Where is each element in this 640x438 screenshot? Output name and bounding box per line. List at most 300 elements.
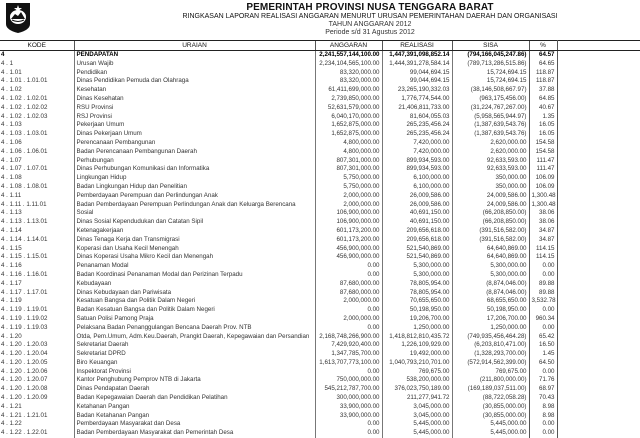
table-row	[0, 51, 640, 60]
table-body	[0, 51, 640, 438]
cell-pct: 71.76	[529, 376, 557, 385]
budget-realization-table	[0, 40, 640, 438]
cell-kode: 4 . 1.01 . 1.01.01	[0, 77, 74, 86]
cell-realisasi: 1,040,793,210,701.00	[382, 359, 452, 368]
table-row	[0, 113, 640, 122]
cell-realisasi: 40,691,150.00	[382, 218, 452, 227]
cell-sisa: (391,516,582.00)	[452, 227, 529, 236]
cell-realisasi: 70,655,650.00	[382, 297, 452, 306]
cell-anggaran: 2,000,000.00	[315, 297, 382, 306]
row-filler	[557, 271, 640, 280]
cell-sisa: 50,198,950.00	[452, 306, 529, 315]
cell-realisasi: 26,009,586.00	[382, 192, 452, 201]
table-row	[0, 139, 640, 148]
row-filler	[557, 192, 640, 201]
cell-realisasi: 19,492,000.00	[382, 350, 452, 359]
cell-sisa: 24,009,586.00	[452, 201, 529, 210]
cell-kode: 4 . 1.15	[0, 245, 74, 254]
report-title: PEMERINTAH PROVINSI NUSA TENGGARA BARAT	[50, 2, 640, 13]
cell-anggaran: 0.00	[315, 368, 382, 377]
cell-kode: 4 . 1.19	[0, 297, 74, 306]
cell-uraian: RSJ Provinsi	[74, 113, 315, 122]
cell-pct: 0.00	[529, 306, 557, 315]
row-filler	[557, 306, 640, 315]
cell-realisasi: 26,009,586.00	[382, 201, 452, 210]
cell-sisa: (963,175,456.00)	[452, 95, 529, 104]
cell-pct: 0.00	[529, 420, 557, 429]
cell-realisasi: 3,045,000.00	[382, 403, 452, 412]
cell-pct: 154.58	[529, 148, 557, 157]
cell-sisa: 350,000.00	[452, 183, 529, 192]
cell-anggaran: 87,680,000.00	[315, 280, 382, 289]
cell-pct: 0.00	[529, 271, 557, 280]
cell-kode: 4 . 1	[0, 60, 74, 69]
cell-anggaran: 601,173,200.00	[315, 236, 382, 245]
table-row	[0, 394, 640, 403]
cell-kode: 4 . 1.20	[0, 333, 74, 342]
table-row	[0, 403, 640, 412]
cell-kode: 4 . 1.20 . 1.20.07	[0, 376, 74, 385]
cell-sisa: (88,722,058.28)	[452, 394, 529, 403]
cell-pct: 118.87	[529, 77, 557, 86]
cell-sisa: (8,874,046.00)	[452, 280, 529, 289]
cell-sisa: 2,620,000.00	[452, 139, 529, 148]
table-row	[0, 201, 640, 210]
cell-uraian: Kantor Penghubung Pemprov NTB di Jakarta	[74, 376, 315, 385]
cell-realisasi: 1,418,812,810,435.72	[382, 333, 452, 342]
cell-realisasi: 78,805,954.00	[382, 289, 452, 298]
cell-sisa: (169,189,037,511.00)	[452, 385, 529, 394]
cell-uraian: Badan Kesatuan Bangsa dan Politik Dalam Negeri	[74, 306, 315, 315]
cell-sisa: (30,855,000.00)	[452, 412, 529, 421]
cell-anggaran: 6,040,170,000.00	[315, 113, 382, 122]
cell-pct: 16.05	[529, 130, 557, 139]
cell-kode: 4 . 1.17	[0, 280, 74, 289]
table-row	[0, 69, 640, 78]
cell-kode: 4 . 1.20 . 1.20.08	[0, 385, 74, 394]
cell-pct: 68.97	[529, 385, 557, 394]
cell-pct: 38.06	[529, 218, 557, 227]
cell-kode: 4 . 1.13 . 1.13.01	[0, 218, 74, 227]
cell-uraian: Dinas Perhubungan Komunikasi dan Informatika	[74, 165, 315, 174]
cell-uraian: Satuan Polisi Pamong Praja	[74, 315, 315, 324]
cell-realisasi: 23,265,190,332.03	[382, 86, 452, 95]
cell-anggaran: 456,900,000.00	[315, 253, 382, 262]
row-filler	[557, 385, 640, 394]
table-row	[0, 95, 640, 104]
cell-uraian: Lingkungan Hidup	[74, 174, 315, 183]
row-filler	[557, 245, 640, 254]
cell-kode: 4 . 1.21 . 1.21.01	[0, 412, 74, 421]
cell-anggaran: 61,411,699,000.00	[315, 86, 382, 95]
cell-uraian: Dinas Pekerjaan Umum	[74, 130, 315, 139]
cell-kode: 4 . 1.20 . 1.20.06	[0, 368, 74, 377]
cell-pct: 0.00	[529, 262, 557, 271]
cell-kode: 4 . 1.20 . 1.20.05	[0, 359, 74, 368]
report-subtitle: RINGKASAN LAPORAN REALISASI ANGGARAN MENURUT URUSAN PEMERINTAHAN DAERAH DAN ORGANISASI	[50, 13, 640, 20]
cell-pct: 1.35	[529, 113, 557, 122]
cell-realisasi: 5,300,000.00	[382, 271, 452, 280]
cell-realisasi: 1,250,000.00	[382, 324, 452, 333]
cell-sisa: 15,724,694.15	[452, 77, 529, 86]
cell-anggaran: 1,652,875,000.00	[315, 130, 382, 139]
cell-uraian: Kesatuan Bangsa dan Politik Dalam Negeri	[74, 297, 315, 306]
cell-pct: 114.15	[529, 253, 557, 262]
cell-anggaran: 2,168,748,266,900.00	[315, 333, 382, 342]
cell-anggaran: 5,750,000.00	[315, 183, 382, 192]
cell-realisasi: 7,420,000.00	[382, 148, 452, 157]
table-row	[0, 236, 640, 245]
table-row	[0, 209, 640, 218]
row-filler	[557, 121, 640, 130]
cell-realisasi: 209,656,618.00	[382, 227, 452, 236]
cell-uraian: Urusan Wajib	[74, 60, 315, 69]
cell-uraian: Biro Keuangan	[74, 359, 315, 368]
cell-anggaran: 83,320,000.00	[315, 77, 382, 86]
cell-anggaran: 106,900,000.00	[315, 209, 382, 218]
column-header-anggaran: ANGGARAN	[315, 41, 382, 51]
cell-kode: 4 . 1.02 . 1.02.01	[0, 95, 74, 104]
row-filler	[557, 412, 640, 421]
cell-anggaran: 4,800,000.00	[315, 139, 382, 148]
row-filler	[557, 324, 640, 333]
cell-realisasi: 1,226,109,929.00	[382, 341, 452, 350]
cell-anggaran: 5,750,000.00	[315, 174, 382, 183]
cell-sisa: (38,146,508,667.97)	[452, 86, 529, 95]
cell-uraian: Badan Perencanaan Pembangunan Daerah	[74, 148, 315, 157]
row-filler	[557, 209, 640, 218]
cell-realisasi: 899,934,593.00	[382, 157, 452, 166]
cell-anggaran: 0.00	[315, 262, 382, 271]
cell-kode: 4 . 1.03	[0, 121, 74, 130]
cell-uraian: Pendidikan	[74, 69, 315, 78]
cell-uraian: Perhubungan	[74, 157, 315, 166]
cell-sisa: (211,800,000.00)	[452, 376, 529, 385]
cell-sisa: 5,300,000.00	[452, 271, 529, 280]
cell-sisa: (31,224,767,267.00)	[452, 104, 529, 113]
cell-realisasi: 1,447,391,098,852.14	[382, 51, 452, 60]
cell-realisasi: 5,445,000.00	[382, 429, 452, 438]
table-row	[0, 306, 640, 315]
row-filler	[557, 350, 640, 359]
cell-anggaran: 87,680,000.00	[315, 289, 382, 298]
row-filler	[557, 315, 640, 324]
cell-sisa: 64,640,869.00	[452, 245, 529, 254]
cell-pct: 1.45	[529, 350, 557, 359]
table-row	[0, 218, 640, 227]
cell-uraian: Dinas Kesehatan	[74, 95, 315, 104]
cell-realisasi: 78,805,954.00	[382, 280, 452, 289]
cell-sisa: (5,958,565,944.97)	[452, 113, 529, 122]
cell-realisasi: 99,044,694.15	[382, 69, 452, 78]
cell-realisasi: 209,656,618.00	[382, 236, 452, 245]
table-row	[0, 280, 640, 289]
cell-realisasi: 769,675.00	[382, 368, 452, 377]
row-filler	[557, 420, 640, 429]
cell-anggaran: 1,652,875,000.00	[315, 121, 382, 130]
cell-anggaran: 456,900,000.00	[315, 245, 382, 254]
column-header-sisa: SISA	[452, 41, 529, 51]
table-row	[0, 385, 640, 394]
row-filler	[557, 69, 640, 78]
cell-realisasi: 265,235,456.24	[382, 130, 452, 139]
provincial-emblem-icon	[5, 2, 31, 34]
cell-realisasi: 521,540,869.00	[382, 245, 452, 254]
cell-realisasi: 1,776,774,544.00	[382, 95, 452, 104]
cell-anggaran: 1,613,707,773,100.00	[315, 359, 382, 368]
table-row	[0, 121, 640, 130]
table-row	[0, 376, 640, 385]
cell-uraian: Dinas Pendapatan Daerah	[74, 385, 315, 394]
cell-uraian: Inspektorat Provinsi	[74, 368, 315, 377]
row-filler	[557, 174, 640, 183]
cell-pct: 38.06	[529, 209, 557, 218]
cell-pct: 3,532.78	[529, 297, 557, 306]
cell-anggaran: 0.00	[315, 420, 382, 429]
table-row	[0, 245, 640, 254]
cell-pct: 960.34	[529, 315, 557, 324]
table-row	[0, 148, 640, 157]
row-filler	[557, 227, 640, 236]
cell-realisasi: 40,691,150.00	[382, 209, 452, 218]
cell-kode: 4 . 1.07 . 1.07.01	[0, 165, 74, 174]
cell-uraian: PENDAPATAN	[74, 51, 315, 60]
cell-pct: 0.00	[529, 368, 557, 377]
cell-anggaran: 106,900,000.00	[315, 218, 382, 227]
cell-pct: 0.00	[529, 429, 557, 438]
cell-uraian: Ketahanan Pangan	[74, 403, 315, 412]
table-row	[0, 253, 640, 262]
row-filler	[557, 218, 640, 227]
table-row	[0, 271, 640, 280]
cell-anggaran: 83,320,000.00	[315, 69, 382, 78]
cell-anggaran: 2,739,850,000.00	[315, 95, 382, 104]
cell-uraian: Kebudayaan	[74, 280, 315, 289]
row-filler	[557, 403, 640, 412]
table-row	[0, 157, 640, 166]
cell-realisasi: 538,200,000.00	[382, 376, 452, 385]
cell-anggaran: 1,347,785,700.00	[315, 350, 382, 359]
row-filler	[557, 341, 640, 350]
cell-pct: 0.00	[529, 324, 557, 333]
cell-sisa: (391,516,582.00)	[452, 236, 529, 245]
cell-sisa: (6,203,810,471.00)	[452, 341, 529, 350]
cell-sisa: 17,206,700.00	[452, 315, 529, 324]
row-filler	[557, 429, 640, 438]
cell-uraian: Penanaman Modal	[74, 262, 315, 271]
table-row	[0, 60, 640, 69]
cell-uraian: Sekretariat Daerah	[74, 341, 315, 350]
cell-kode: 4 . 1.19 . 1.19.01	[0, 306, 74, 315]
cell-anggaran: 2,241,557,144,100.00	[315, 51, 382, 60]
cell-uraian: Dinas Pendidikan Pemuda dan Olahraga	[74, 77, 315, 86]
cell-uraian: Pemberdayaan Perempuan dan Perlindungan Anak	[74, 192, 315, 201]
row-filler	[557, 236, 640, 245]
cell-pct: 16.50	[529, 341, 557, 350]
cell-realisasi: 6,100,000.00	[382, 174, 452, 183]
row-filler	[557, 165, 640, 174]
cell-uraian: Pekerjaan Umum	[74, 121, 315, 130]
cell-pct: 114.15	[529, 245, 557, 254]
row-filler	[557, 280, 640, 289]
cell-uraian: Badan Koordinasi Penanaman Modal dan Perizinan Terpadu	[74, 271, 315, 280]
cell-sisa: 92,633,593.00	[452, 165, 529, 174]
row-filler	[557, 183, 640, 192]
cell-realisasi: 6,100,000.00	[382, 183, 452, 192]
row-filler	[557, 297, 640, 306]
row-filler	[557, 201, 640, 210]
cell-uraian: Koperasi dan Usaha Kecil Menengah	[74, 245, 315, 254]
cell-realisasi: 899,934,593.00	[382, 165, 452, 174]
table-row	[0, 420, 640, 429]
cell-pct: 89.88	[529, 280, 557, 289]
cell-kode: 4 . 1.06	[0, 139, 74, 148]
cell-kode: 4 . 1.21	[0, 403, 74, 412]
row-filler	[557, 95, 640, 104]
cell-sisa: 5,300,000.00	[452, 262, 529, 271]
cell-anggaran: 300,000,000.00	[315, 394, 382, 403]
cell-pct: 154.58	[529, 139, 557, 148]
table-row	[0, 333, 640, 342]
cell-pct: 65.42	[529, 333, 557, 342]
cell-pct: 70.43	[529, 394, 557, 403]
table-row	[0, 183, 640, 192]
cell-sisa: 1,250,000.00	[452, 324, 529, 333]
cell-uraian: Pemberdayaan Masyarakat dan Desa	[74, 420, 315, 429]
cell-realisasi: 1,444,391,278,584.14	[382, 60, 452, 69]
cell-sisa: (749,935,456,464.28)	[452, 333, 529, 342]
row-filler	[557, 113, 640, 122]
cell-uraian: Badan Lingkungan Hidup dan Penelitian	[74, 183, 315, 192]
cell-sisa: (1,387,639,543.76)	[452, 130, 529, 139]
cell-sisa: (1,387,639,543.76)	[452, 121, 529, 130]
cell-uraian: Badan Pemberdayaan Perempuan Perlindungan Anak dan Keluarga Berencana	[74, 201, 315, 210]
column-header-pct: %	[529, 41, 557, 51]
row-filler	[557, 289, 640, 298]
cell-realisasi: 21,406,811,733.00	[382, 104, 452, 113]
cell-realisasi: 5,300,000.00	[382, 262, 452, 271]
table-row	[0, 429, 640, 438]
cell-kode: 4 . 1.08 . 1.08.01	[0, 183, 74, 192]
cell-anggaran: 2,000,000.00	[315, 201, 382, 210]
cell-realisasi: 376,023,750,189.00	[382, 385, 452, 394]
cell-kode: 4 . 1.20 . 1.20.09	[0, 394, 74, 403]
column-header-uraian: URAIAN	[74, 41, 315, 51]
cell-pct: 8.98	[529, 412, 557, 421]
cell-anggaran: 0.00	[315, 271, 382, 280]
cell-uraian: Ketenagakerjaan	[74, 227, 315, 236]
table-row	[0, 192, 640, 201]
cell-anggaran: 0.00	[315, 306, 382, 315]
cell-sisa: 15,724,694.15	[452, 69, 529, 78]
cell-anggaran: 2,000,000.00	[315, 192, 382, 201]
cell-anggaran: 2,234,104,565,100.00	[315, 60, 382, 69]
cell-pct: 118.87	[529, 69, 557, 78]
cell-pct: 34.87	[529, 236, 557, 245]
cell-anggaran: 2,000,000.00	[315, 315, 382, 324]
table-row	[0, 341, 640, 350]
cell-realisasi: 81,604,055.03	[382, 113, 452, 122]
row-filler	[557, 333, 640, 342]
cell-uraian: Perencanaan Pembangunan	[74, 139, 315, 148]
row-filler	[557, 51, 640, 60]
cell-sisa: (794,166,045,247.86)	[452, 51, 529, 60]
cell-kode: 4 . 1.16	[0, 262, 74, 271]
cell-sisa: (8,874,046.00)	[452, 289, 529, 298]
cell-kode: 4 . 1.06 . 1.06.01	[0, 148, 74, 157]
cell-kode: 4 . 1.16 . 1.16.01	[0, 271, 74, 280]
cell-sisa: 5,445,000.00	[452, 429, 529, 438]
cell-pct: 34.87	[529, 227, 557, 236]
cell-sisa: (572,914,562,399.00)	[452, 359, 529, 368]
cell-anggaran: 0.00	[315, 429, 382, 438]
row-filler	[557, 104, 640, 113]
cell-sisa: 350,000.00	[452, 174, 529, 183]
cell-pct: 64.65	[529, 60, 557, 69]
cell-kode: 4 . 1.17 . 1.17.01	[0, 289, 74, 298]
row-filler	[557, 148, 640, 157]
cell-pct: 8.98	[529, 403, 557, 412]
cell-kode: 4 . 1.07	[0, 157, 74, 166]
cell-pct: 64.57	[529, 51, 557, 60]
cell-kode: 4 . 1.20 . 1.20.04	[0, 350, 74, 359]
row-filler	[557, 139, 640, 148]
cell-uraian: RSU Provinsi	[74, 104, 315, 113]
cell-sisa: 769,675.00	[452, 368, 529, 377]
cell-sisa: 68,655,650.00	[452, 297, 529, 306]
row-filler	[557, 359, 640, 368]
table-row	[0, 130, 640, 139]
cell-realisasi: 3,045,000.00	[382, 412, 452, 421]
cell-pct: 111.47	[529, 157, 557, 166]
cell-anggaran: 0.00	[315, 324, 382, 333]
cell-uraian: Dinas Sosial Kependudukan dan Catatan Sipil	[74, 218, 315, 227]
cell-kode: 4 . 1.02 . 1.02.03	[0, 113, 74, 122]
cell-uraian: Badan Kepegawaian Daerah dan Pendidikan Pelatihan	[74, 394, 315, 403]
row-filler	[557, 60, 640, 69]
row-filler	[557, 394, 640, 403]
cell-realisasi: 99,044,694.15	[382, 77, 452, 86]
cell-pct: 64.50	[529, 359, 557, 368]
cell-pct: 64.85	[529, 95, 557, 104]
table-row	[0, 359, 640, 368]
cell-sisa: (1,328,293,700.00)	[452, 350, 529, 359]
table-row	[0, 315, 640, 324]
cell-kode: 4 . 1.22	[0, 420, 74, 429]
cell-kode: 4 . 1.08	[0, 174, 74, 183]
header-filler	[557, 41, 640, 51]
cell-uraian: Sosial	[74, 209, 315, 218]
table-row	[0, 174, 640, 183]
table-row	[0, 165, 640, 174]
cell-pct: 89.88	[529, 289, 557, 298]
cell-pct: 16.05	[529, 121, 557, 130]
table-row	[0, 297, 640, 306]
cell-kode: 4 . 1.14 . 1.14.01	[0, 236, 74, 245]
row-filler	[557, 262, 640, 271]
row-filler	[557, 376, 640, 385]
cell-pct: 1,300.48	[529, 192, 557, 201]
cell-pct: 111.47	[529, 165, 557, 174]
cell-kode: 4 . 1.22 . 1.22.01	[0, 429, 74, 438]
cell-realisasi: 5,445,000.00	[382, 420, 452, 429]
table-row	[0, 350, 640, 359]
cell-realisasi: 7,420,000.00	[382, 139, 452, 148]
table-row	[0, 324, 640, 333]
cell-uraian: Sekretariat DPRD	[74, 350, 315, 359]
cell-anggaran: 807,301,000.00	[315, 165, 382, 174]
cell-anggaran: 33,900,000.00	[315, 403, 382, 412]
